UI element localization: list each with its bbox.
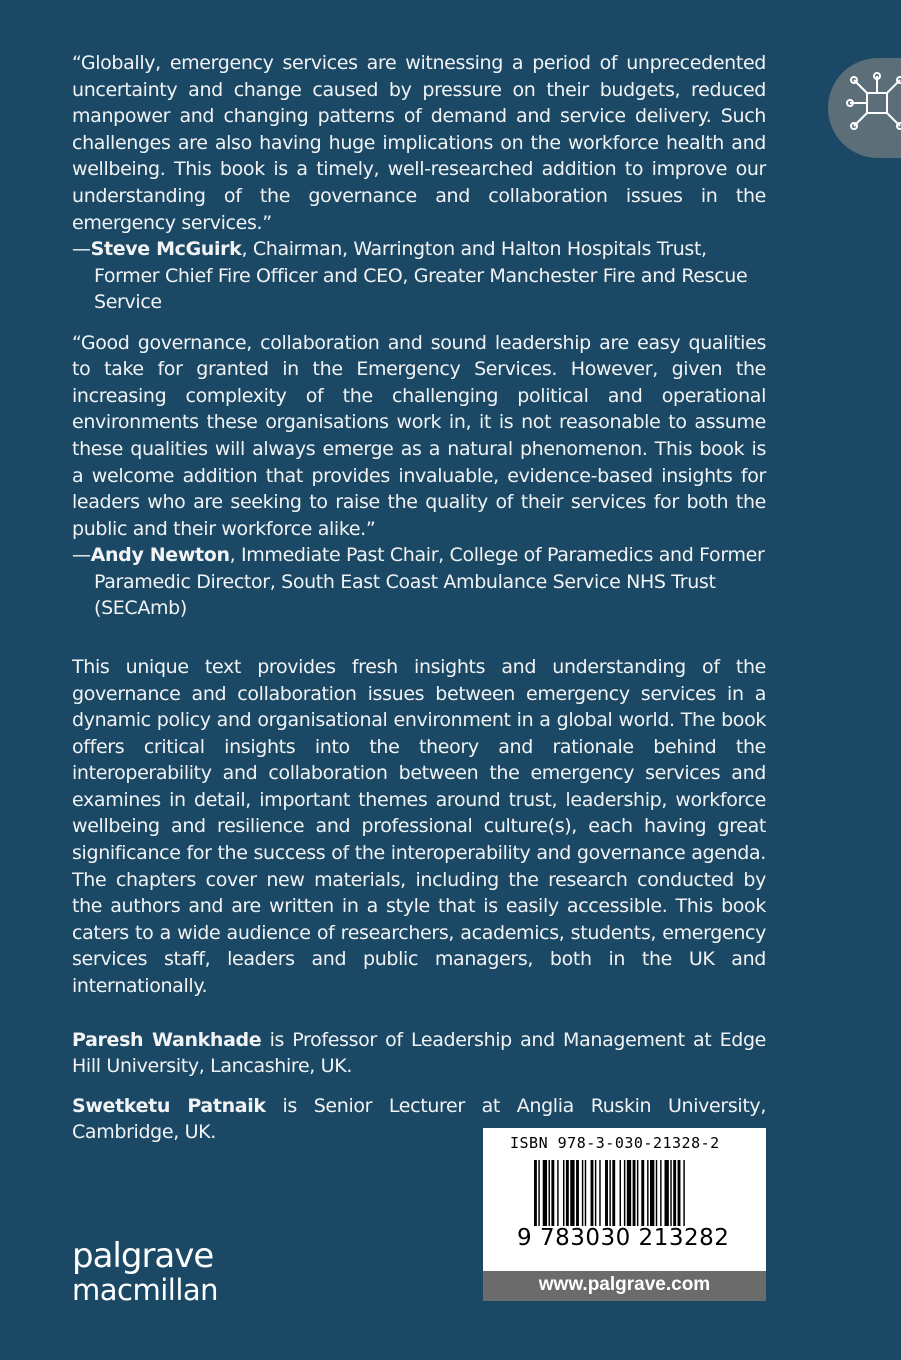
publisher-logo-line2: macmillan — [72, 1273, 219, 1307]
endorser-name-1: Steve McGuirk — [90, 238, 242, 261]
barcode-bar — [591, 1160, 594, 1226]
barcode-bar — [612, 1160, 615, 1226]
author-bio-2: Swetketu Patnaik is Senior Lecturer at Anglia Ruskin University, Cambridge, UK. — [72, 1094, 767, 1144]
barcode-bar — [570, 1160, 574, 1226]
barcode-bar — [633, 1160, 636, 1226]
barcode-bar — [683, 1160, 684, 1226]
barcode-bar — [624, 1160, 625, 1226]
endorser-role-2: , Immediate Past Chair, College of Paramedics and Former Paramedic Director, South East Coast Ambulance Service NHS Trust (SECAmb) — [94, 544, 765, 620]
endorser-role-1: , Chairman, Warrington and Halton Hospitals Trust, Former Chief Fire Officer and CEO, Greater Manchester Fire and Rescue Service — [94, 238, 748, 314]
network-node-icon — [846, 72, 901, 134]
barcode-bar — [599, 1160, 600, 1226]
endorsement-attribution-2: —Andy Newton, Immediate Past Chair, College of Paramedics and Former Paramedic Director, South East Coast Ambulance Service NHS Trust (SECAmb) — [72, 544, 765, 620]
barcode-bar — [678, 1160, 681, 1226]
barcode-bar — [665, 1160, 669, 1226]
publisher-logo — [72, 1238, 218, 1306]
barcode-bar — [650, 1160, 654, 1226]
book-description: This unique text provides fresh insights and understanding of the governance and collaboration issues between emergency services in a dynamic policy and organisational environment in a global world. The book offers critical insights into the theory and rationale behind the interoperability and collaboration between the emergency services and examines in detail, important themes around trust, leadership, workforce wellbeing and resilience and professional culture(s), each having great significance for the success of the interoperability and governance agenda. The chapters cover new materials, including the research conducted by the authors and are written in a style that is easily accessible. This book caters to a wide audience of researchers, academics, students, emergency services staff, leaders and public managers, both in the UK and internationally. — [72, 655, 766, 998]
publisher-logo-line1: palgrave — [72, 1236, 214, 1276]
author-name-1: Paresh Wankhade — [72, 1028, 262, 1051]
barcode-bar — [551, 1160, 554, 1226]
barcode-panel — [483, 1128, 766, 1271]
endorsement-quote-2: “Good governance, collaboration and sound leadership are easy qualities to take for granted in the Emergency Services. However, given the increasing complexity of the challenging political and operational environments these organisations work in, it is not reasonable to assume these qualities will always emerge as a natural phenomenon. This book is a welcome addition that provides invaluable, evidence-based insights for leaders who are seeking to raise the quality of their services for both the public and their workforce alike.” — [72, 331, 766, 540]
barcode-bar — [660, 1160, 661, 1226]
publisher-url[interactable]: www.palgrave.com — [483, 1271, 766, 1301]
endorsement-quote-1: “Globally, emergency services are witnessing a period of unprecedented uncertainty and change caused by pressure on their budgets, reduced manpower and changing patterns of demand and service delivery. Such challenges are also having huge implications on the workforce health and wellbeing. This book is a timely, well-researched addition to improve our understanding of the governance and collaboration issues in the emergency services.” — [72, 52, 766, 234]
barcode-bar — [670, 1160, 671, 1226]
barcode-bar — [585, 1160, 586, 1226]
ean-number: 9 783030 213282 — [517, 1225, 730, 1251]
isbn-text: ISBN 978-3-030-21328-2 — [510, 1134, 720, 1152]
barcode-bar — [647, 1160, 648, 1226]
back-cover-text — [72, 50, 766, 1146]
barcode-bar — [673, 1160, 676, 1226]
barcode-bar — [637, 1160, 638, 1226]
barcode-bar — [605, 1160, 608, 1226]
barcode-bar — [538, 1160, 539, 1226]
barcode-bar — [563, 1160, 564, 1226]
endorsement-attribution-1: —Steve McGuirk, Chairman, Warrington and Halton Hospitals Trust, Former Chief Fire Officer and CEO, Greater Manchester Fire and Rescue Service — [72, 238, 748, 314]
barcode-bar — [627, 1160, 631, 1226]
barcode-bar — [595, 1160, 596, 1226]
barcode-bar — [641, 1160, 644, 1226]
barcode-bar — [620, 1160, 621, 1226]
barcode-bar — [534, 1160, 537, 1226]
author-bio-1: Paresh Wankhade is Professor of Leadership and Management at Edge Hill University, Lancashire, UK. — [72, 1028, 766, 1078]
barcode-bar — [566, 1160, 569, 1226]
barcode-bar — [543, 1160, 547, 1226]
barcode-bar — [656, 1160, 657, 1226]
barcode-bar — [557, 1160, 558, 1226]
barcode-icon — [534, 1160, 724, 1226]
barcode-bar — [582, 1160, 583, 1226]
barcode-bar — [609, 1160, 610, 1226]
endorser-name-2: Andy Newton — [90, 544, 230, 567]
barcode-bar — [576, 1160, 579, 1226]
author-name-2: Swetketu Patnaik — [72, 1094, 266, 1117]
barcode-bar — [549, 1160, 550, 1226]
